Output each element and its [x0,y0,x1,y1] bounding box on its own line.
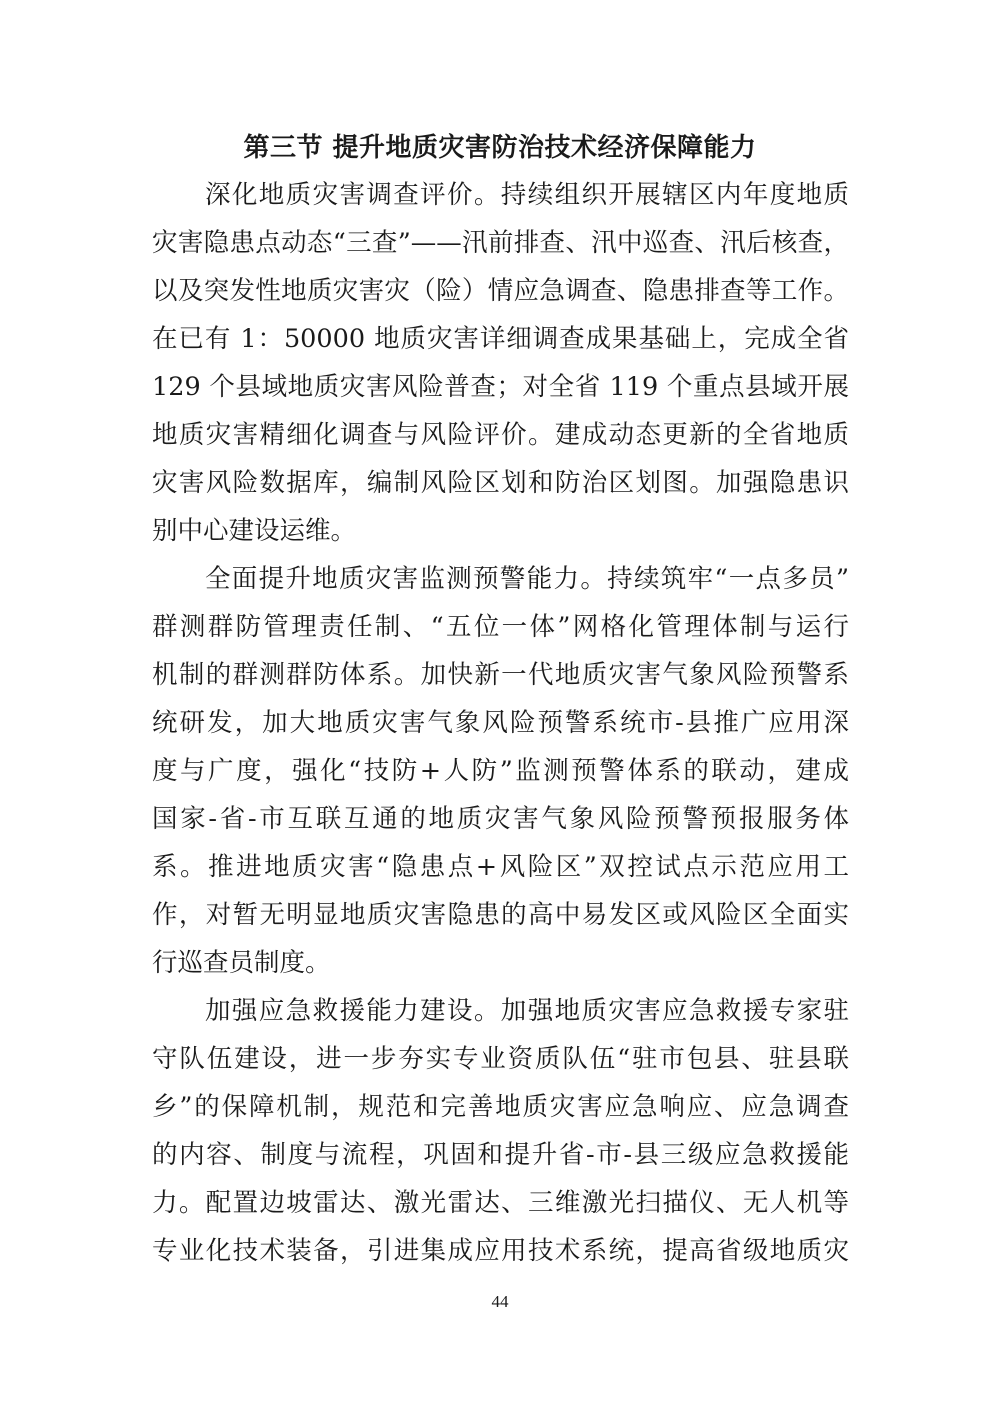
text-line: 别中心建设运维。 [152,516,357,546]
text-line: 系。推进地质灾害“隐患点+风险区”双控试点示范应用工 [152,852,849,882]
text-line: 乡”的保障机制，规范和完善地质灾害应急响应、应急调查 [152,1092,849,1122]
text-line: 守队伍建设，进一步夯实专业资质队伍“驻市包县、驻县联 [152,1044,849,1074]
section-title: 第三节 提升地质灾害防治技术经济保障能力 [243,133,757,163]
text-line: 地质灾害精细化调查与风险评价。建成动态更新的全省地质 [152,420,849,450]
text-line: 行巡查员制度。 [152,948,331,978]
text-line: 力。配置边坡雷达、激光雷达、三维激光扫描仪、无人机等 [152,1188,849,1218]
text-line: 全面提升地质灾害监测预警能力。持续筑牢“一点多员” [205,564,849,594]
page-number: 44 [491,1292,509,1311]
text-line: 度与广度，强化“技防+人防”监测预警体系的联动，建成 [152,756,849,786]
text-line: 群测群防管理责任制、“五位一体”网格化管理体制与运行 [152,612,849,642]
text-line: 专业化技术装备，引进集成应用技术系统，提高省级地质灾 [152,1236,849,1266]
text-line: 加强应急救援能力建设。加强地质灾害应急救援专家驻 [205,996,849,1026]
text-line: 以及突发性地质灾害灾（险）情应急调查、隐患排查等工作。 [152,276,849,306]
text-line: 灾害风险数据库，编制风险区划和防治区划图。加强隐患识 [152,468,849,498]
text-line: 129 个县域地质灾害风险普查；对全省 119 个重点县域开展 [152,372,849,402]
text-line: 机制的群测群防体系。加快新一代地质灾害气象风险预警系 [152,660,849,690]
text-line: 国家-省-市互联互通的地质灾害气象风险预警预报服务体 [152,804,849,834]
text-line: 的内容、制度与流程，巩固和提升省-市-县三级应急救援能 [152,1140,849,1170]
text-line: 深化地质灾害调查评价。持续组织开展辖区内年度地质 [205,180,849,210]
text-line: 作，对暂无明显地质灾害隐患的高中易发区或风险区全面实 [152,900,849,930]
text-line: 统研发，加大地质灾害气象风险预警系统市-县推广应用深 [152,708,849,738]
text-line: 灾害隐患点动态“三查”——汛前排查、汛中巡查、汛后核查， [152,228,849,258]
text-line: 在已有 1：50000 地质灾害详细调查成果基础上，完成全省 [152,324,849,354]
